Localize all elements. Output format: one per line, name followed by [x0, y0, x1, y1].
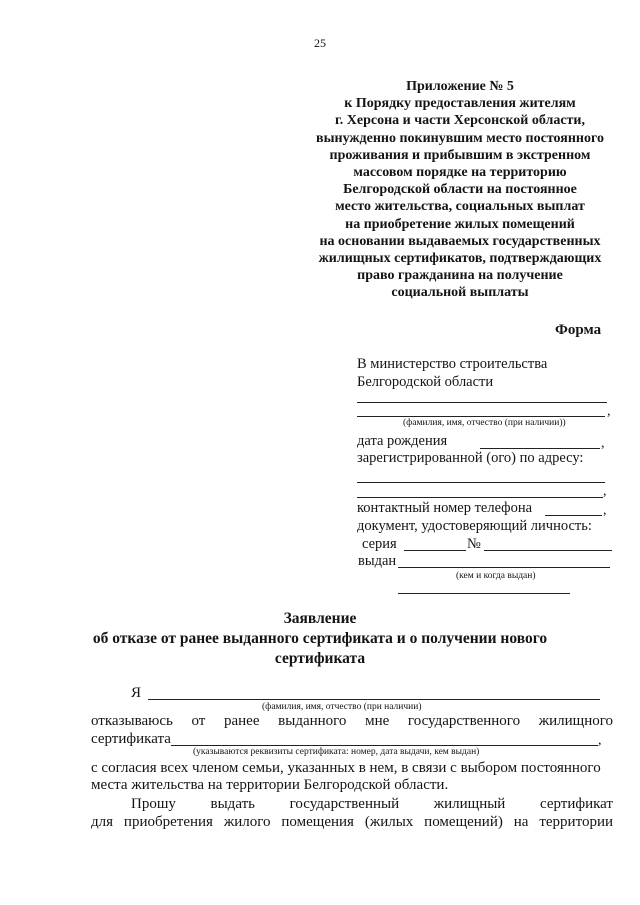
request-line-1: Прошу выдать государственный жилищный сертификат — [131, 796, 613, 812]
statement-title: Заявление — [283, 610, 357, 627]
appendix-header — [270, 78, 640, 302]
page-number: 25 — [314, 36, 326, 50]
i-label: Я — [131, 685, 142, 701]
appendix-line: г. Херсона и части Херсонской области, — [334, 113, 585, 129]
appendix-line: на основании выдаваемых государственных — [319, 233, 601, 249]
appendix-line: на приобретение жилых помещений — [345, 216, 575, 232]
issued-label: выдан — [358, 553, 397, 569]
registered-address-label: зарегистрированной (ого) по адресу: — [357, 450, 584, 466]
request-line-2: для приобретения жилого помещения (жилых помещений) на территории — [91, 814, 613, 830]
series-field[interactable] — [404, 550, 466, 551]
addressee-fio-field-2[interactable] — [357, 416, 605, 417]
birth-date-label: дата рождения — [357, 433, 448, 449]
appendix-line: к Порядку предоставления жителям — [344, 96, 576, 112]
statement-subtitle-line-2: сертификата — [274, 650, 366, 667]
certificate-details-field[interactable] — [171, 745, 598, 746]
consent-line-2: места жительства на территории Белгородской области. — [91, 777, 449, 793]
birth-date-field[interactable] — [480, 448, 600, 449]
series-label: серия — [362, 536, 397, 552]
appendix-line: массовом порядке на территорию — [353, 165, 567, 181]
number-field[interactable] — [484, 550, 612, 551]
form-label: Форма — [555, 322, 602, 338]
addressee-line-2: Белгородской области — [357, 374, 494, 390]
appendix-line: вынужденно покинувшим место постоянного — [316, 130, 604, 146]
applicant-fio-hint: (фамилия, имя, отчество (при наличии) — [262, 702, 422, 712]
phone-label: контактный номер телефона — [357, 500, 533, 516]
applicant-fio-field[interactable] — [148, 699, 600, 700]
number-label: № — [467, 536, 481, 552]
appendix-line: Белгородской области на постоянное — [343, 182, 577, 198]
appendix-line: проживания и прибывшим в экстренном — [329, 147, 591, 163]
id-document-label: документ, удостоверяющий личность: — [357, 518, 592, 534]
appendix-line: Приложение № 5 — [406, 79, 514, 94]
addressee-line-1: В министерство строительства — [357, 356, 548, 372]
address-field-1[interactable] — [357, 482, 605, 483]
appendix-line: социальной выплаты — [391, 285, 529, 301]
issued-field-1[interactable] — [398, 567, 610, 568]
appendix-line: жилищных сертификатов, подтверждающих — [318, 251, 602, 267]
issued-hint: (кем и когда выдан) — [456, 571, 536, 581]
statement-subtitle-line-1: об отказе от ранее выданного сертификата и о получении нового — [92, 630, 548, 647]
phone-field[interactable] — [545, 515, 602, 516]
appendix-line: право гражданина на получение — [357, 268, 563, 284]
certificate-hint: (указываются реквизиты сертификата: номер, дата выдачи, кем выдан) — [193, 747, 480, 757]
certificate-label: сертификата — [91, 731, 171, 747]
appendix-line: место жительства, социальных выплат — [335, 199, 585, 215]
fio-hint: (фамилия, имя, отчество (при наличии)) — [403, 418, 566, 428]
addressee-fio-field-1[interactable] — [357, 402, 607, 403]
issued-field-2[interactable] — [398, 593, 570, 594]
consent-line-1: с согласия всех членом семьи, указанных в нем, в связи с выбором постоянного — [91, 760, 601, 776]
refuse-line: отказываюсь от ранее выданного мне государственного жилищного — [91, 713, 613, 729]
address-field-2[interactable] — [357, 497, 603, 498]
